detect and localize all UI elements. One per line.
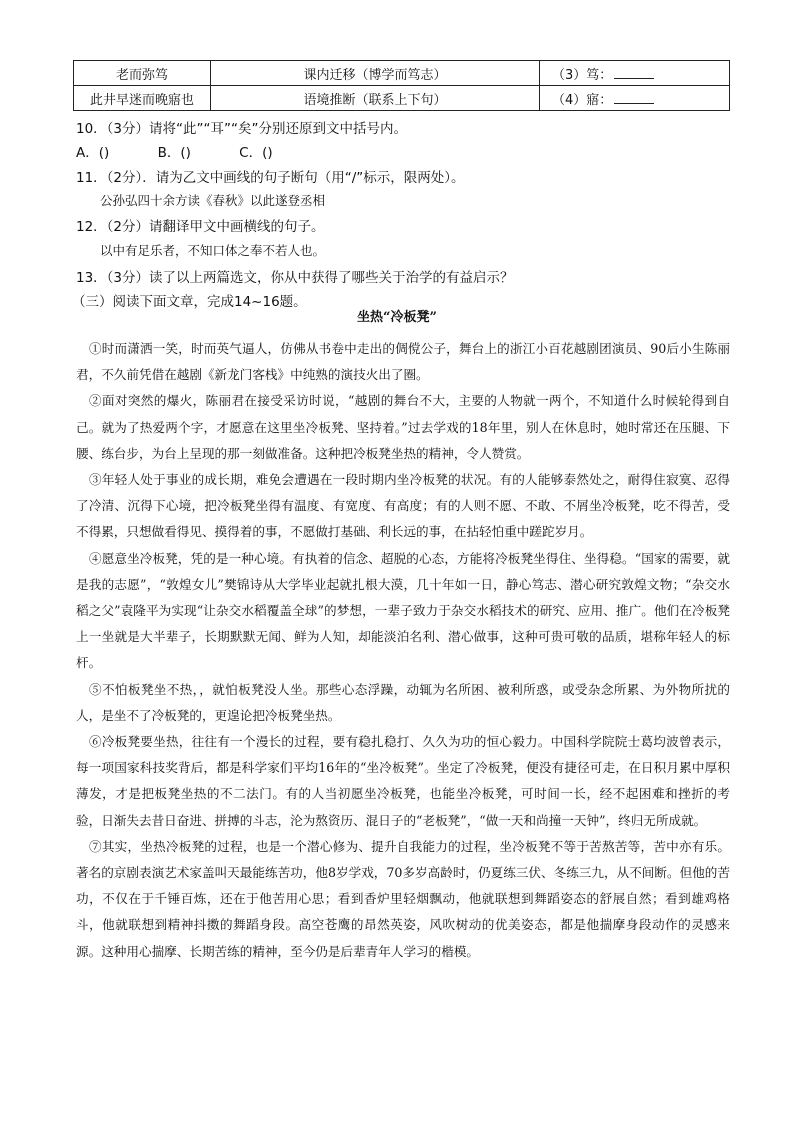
- table-cell-phrase: 此井早迷而晚寤也: [74, 86, 211, 111]
- question-13: 13．（3分）读了以上两篇选文，你从中获得了哪些关于治学的有益启示？: [76, 270, 514, 286]
- article-paragraph: ⑥冷板凳要坐热，往往有一个漫长的过程，要有稳扎稳打、久久为功的恒心毅力。中国科学院院士葛均波曾表示，每一项国家科技奖背后，都是科学家们平均16年的“坐冷板凳”。坐定了冷板凳，便没有捷径可走，在日积月累中厚积薄发，才是把板凳坐热的不二法门。有的人当初愿坐冷板凳，也能坐冷板凳，可时间一长，经不起困难和挫折的考验，日渐失去昔日奋进、拼搏的斗志，沦为熬资历、混日子的“老板凳”，“做一天和尚撞一天钟”，终归无所成就。: [76, 734, 730, 828]
- option-b[interactable]: B．(): [157, 145, 191, 161]
- table-cell-method: 语境推断（联系上下句）: [211, 86, 540, 111]
- vocabulary-table: [73, 60, 730, 111]
- article-paragraph: ①时而潇洒一笑，时而英气逼人，仿佛从书卷中走出的倜傥公子，舞台上的浙江小百花越剧团演员、90后小生陈丽君，不久前凭借在越剧《新龙门客栈》中纯熟的演技火出了圈。: [76, 341, 730, 383]
- table-cell-answer: [540, 61, 730, 86]
- answer-blank[interactable]: [614, 66, 654, 79]
- question-11-sentence: 公孙弘四十余方读《春秋》以此遂登丞相: [100, 193, 326, 208]
- table-row: [74, 86, 730, 111]
- answer-blank[interactable]: [614, 91, 654, 104]
- answer-label: （3）笃：: [552, 67, 613, 83]
- answer-label: （4）寤：: [552, 92, 613, 108]
- question-12: 12．（2分）请翻译甲文中画横线的句子。: [76, 219, 325, 235]
- table-cell-method: 课内迁移（博学而笃志）: [211, 61, 540, 86]
- article-title: 坐热“冷板凳”: [357, 310, 437, 325]
- question-12-sentence: 以中有足乐者，不知口体之奉不若人也。: [100, 243, 326, 258]
- table-cell-phrase: 老而弥笃: [74, 61, 211, 86]
- article-paragraph: ③年轻人处于事业的成长期，难免会遭遇在一段时期内坐冷板凳的状况。有的人能够泰然处之，耐得住寂寞、忍得了冷清、沉得下心境，把冷板凳坐得有温度、有宽度、有高度；有的人则不愿、不敢、不屑坐冷板凳，吃不得苦，受不得累，只想做看得见、摸得着的事，不愿做打基础、利长远的事，在拈轻怕重中蹉跎岁月。: [76, 472, 730, 540]
- option-c[interactable]: C．(): [239, 145, 273, 161]
- article-paragraph: ②面对突然的爆火，陈丽君在接受采访时说，“越剧的舞台不大，主要的人物就一两个，不知道什么时候轮得到自己。就为了热爱两个字，才愿意在这里坐冷板凳、坚持着。”过去学戏的18年里，别人在休息时，她时常还在压腿、下腰、练台步，为台上呈现的那一刻做准备。这种把冷板凳坐热的精神，令人赞赏。: [76, 393, 730, 461]
- article-paragraph: ④愿意坐冷板凳，凭的是一种心境。有执着的信念、超脱的心态，方能将冷板凳坐得住、坐得稳。“国家的需要，就是我的志愿”，“敦煌女儿”樊锦诗从大学毕业起就扎根大漠，几十年如一日，静心笃志、潜心研究敦煌文物；“杂交水稻之父”袁隆平为实现“让杂交水稻覆盖全球”的梦想，一辈子致力于杂交水稻技术的研究、应用、推广。他们在冷板凳上一坐就是大半辈子，长期默默无闻、鲜为人知，却能淡泊名利、潜心做事，这种可贵可敬的品质，堪称年轻人的标杆。: [76, 550, 730, 671]
- article-paragraph: ⑤不怕板凳坐不热，，就怕板凳没人坐。那些心态浮躁，动辄为名所困、被利所惑，或受杂念所累、为外物所扰的人，是坐不了冷板凳的，更遑论把冷板凳坐热。: [76, 681, 730, 723]
- question-11: 11．（2分）．请为乙文中画线的句子断句（用“/”标示，限两处）。: [76, 170, 465, 186]
- table-cell-answer: [540, 86, 730, 111]
- article-body: [76, 336, 730, 965]
- article-paragraph: ⑦其实，坐热冷板凳的过程，也是一个潜心修为、提升自我能力的过程，坐冷板凳不等于苦熬苦等，苦中亦有乐。著名的京剧表演艺术家盖叫天最能练苦功，他8岁学戏，70多岁高龄时，仍夏练三伏、冬练三九，从不间断。但他的苦功，不仅在于千锤百炼，还在于他苦用心思；看到香炉里轻烟飘动，他就联想到舞蹈姿态的舒展自然；看到雄鸡格斗，他就联想到精神抖擞的舞蹈身段。高空苍鹰的昂然英姿，风吹树动的优美姿态，都是他揣摩身段动作的灵感来源。这种用心揣摩、长期苦练的精神，至今仍是后辈青年人学习的楷模。: [76, 838, 730, 959]
- section-3-heading: （三）阅读下面文章，完成14~16题。: [72, 294, 307, 310]
- question-10-options: [76, 141, 317, 161]
- option-a[interactable]: A．(): [76, 145, 110, 161]
- table-row: [74, 61, 730, 86]
- question-10: 10．（3分）请将“此”“耳”“矣”分别还原到文中括号内。: [76, 121, 407, 137]
